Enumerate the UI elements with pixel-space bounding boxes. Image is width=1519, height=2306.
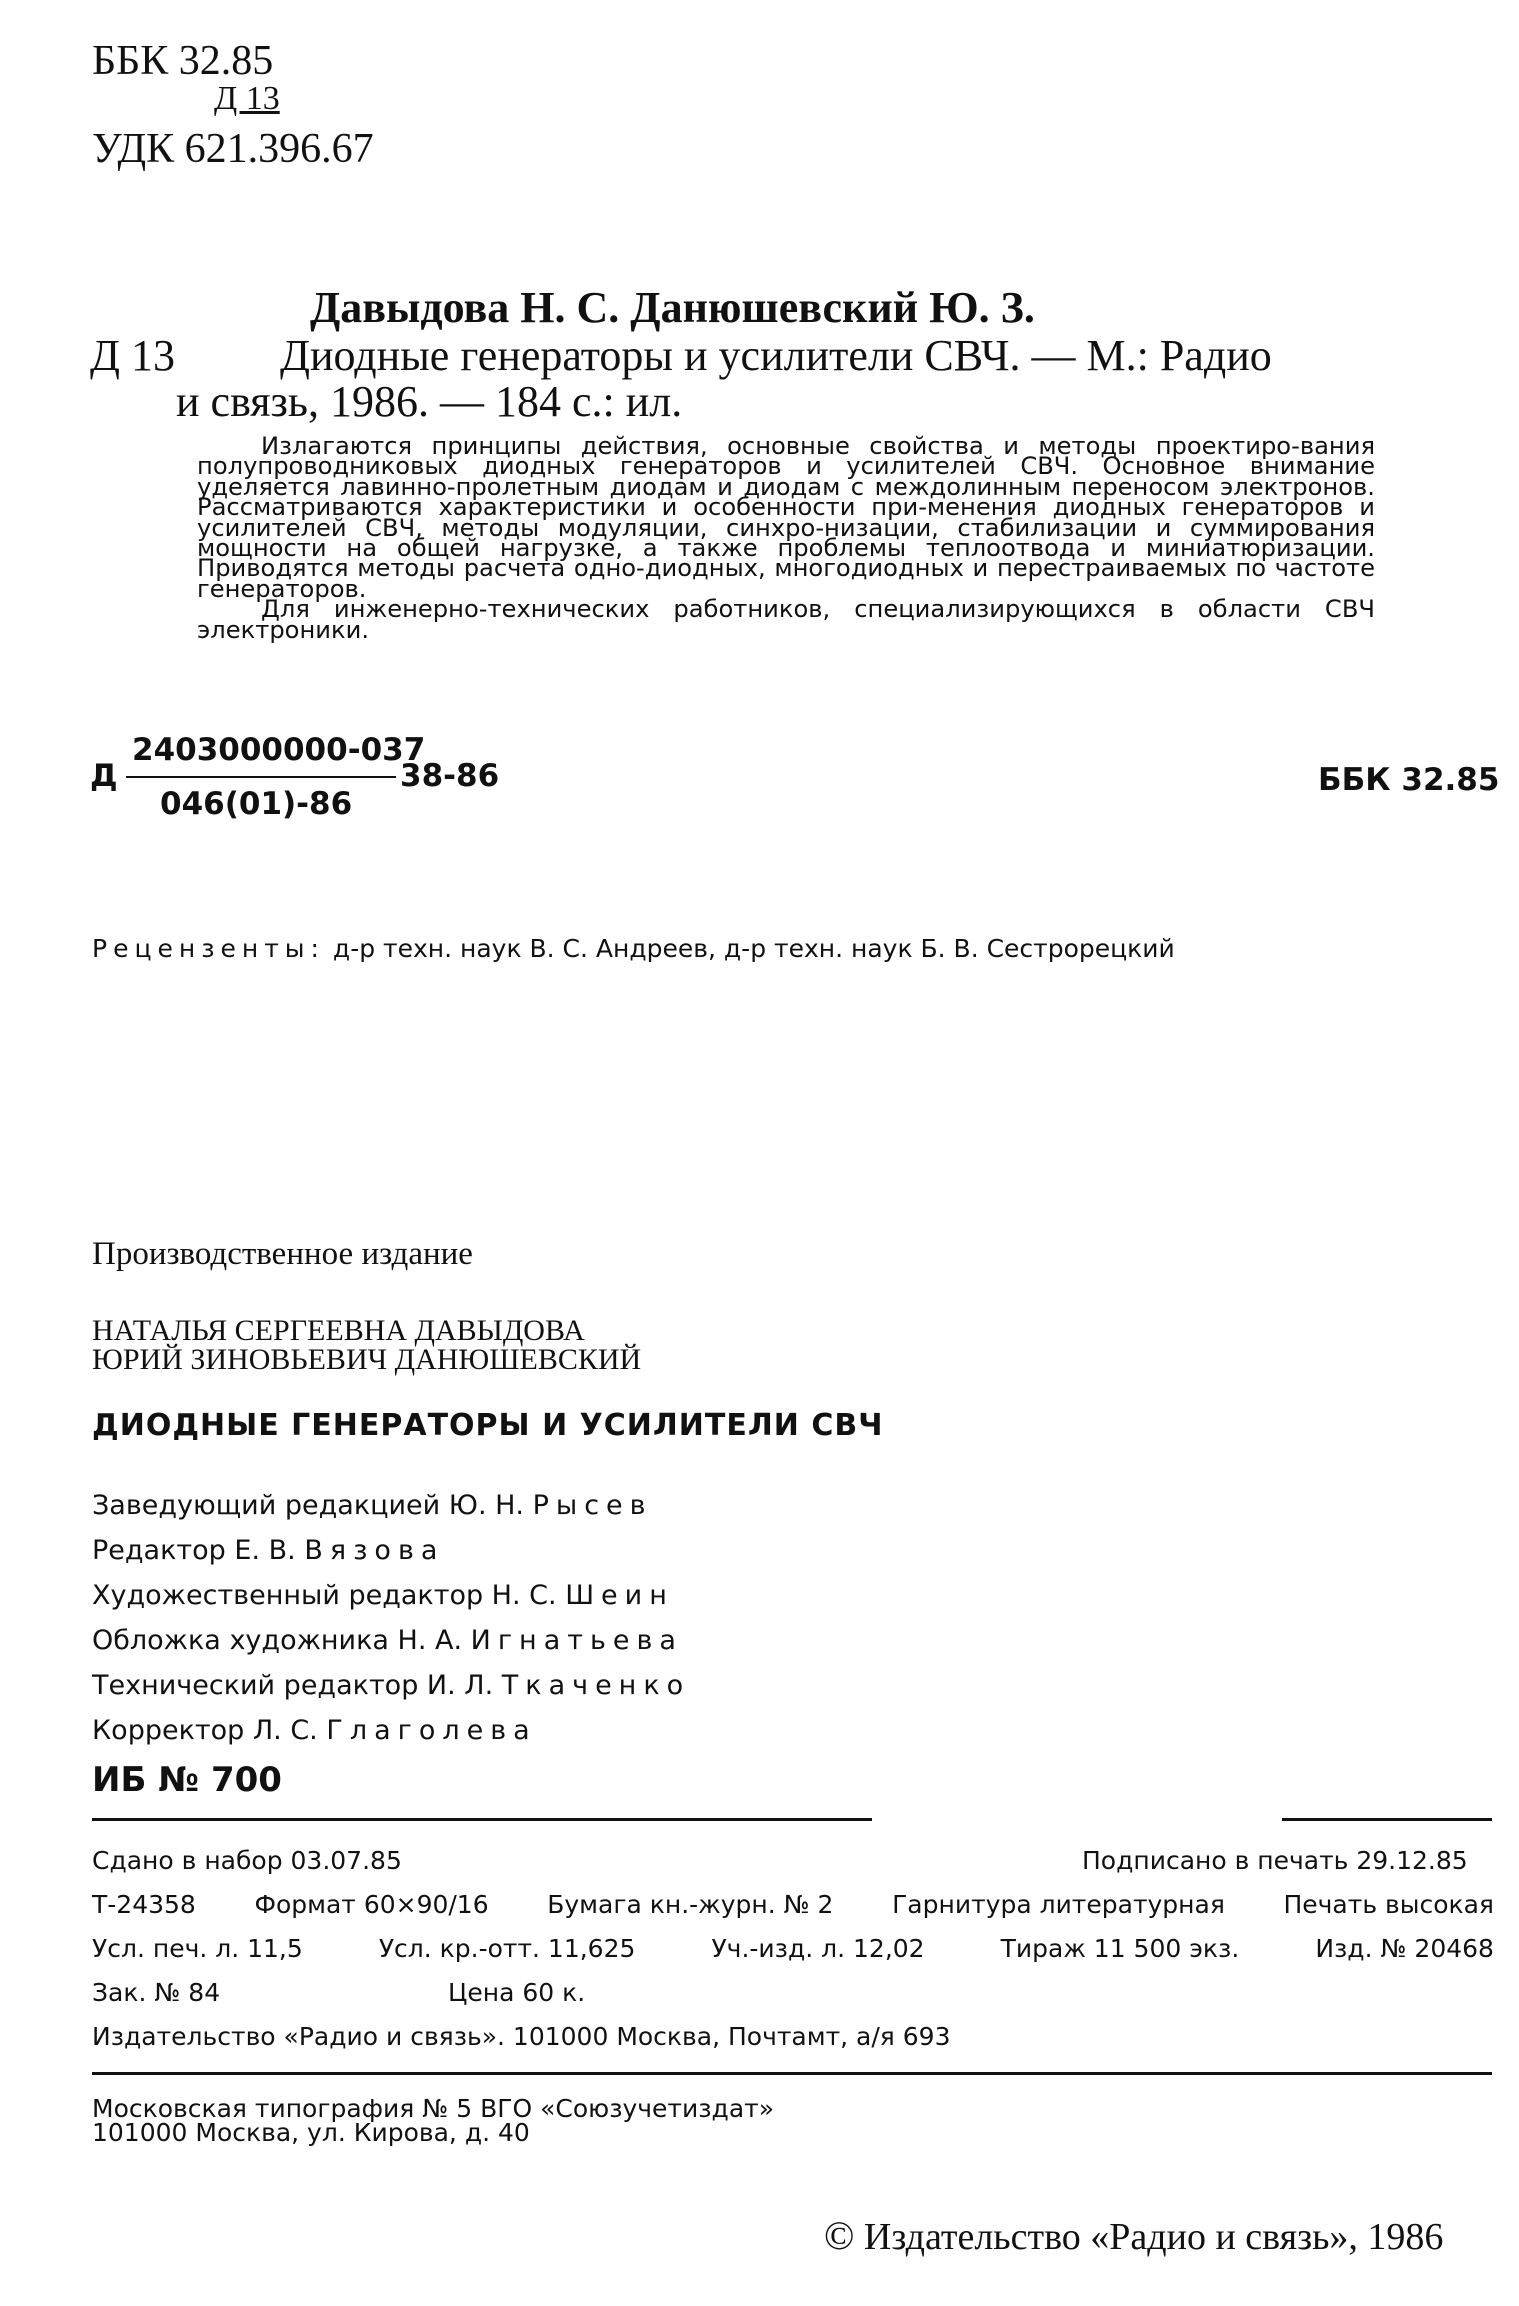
staff-line-4 — [92, 1625, 683, 1656]
imprint-top-rule — [92, 1818, 872, 1821]
staff-name: Шеин — [565, 1580, 674, 1611]
catalog-suffix: 38-86 — [400, 758, 500, 794]
imprint-row-3 — [92, 1934, 1494, 1963]
copyright-text: Издательство «Радио и связь», 1986 — [863, 2216, 1444, 2258]
imprint-order: Зак. № 84 — [92, 1978, 221, 2007]
copyright-icon: © — [824, 2213, 855, 2258]
imprint-signed: Подписано в печать 29.12.85 — [1082, 1846, 1468, 1875]
imprint-row-2 — [92, 1890, 1494, 1919]
imprint-submitted: Сдано в набор 03.07.85 — [92, 1846, 402, 1875]
ib-number: ИБ № 700 — [92, 1760, 282, 1800]
bbk-code: ББК 32.85 — [92, 38, 274, 84]
imprint-price: Цена 60 к. — [448, 1978, 586, 2007]
author-full-1: НАТАЛЬЯ СЕРГЕЕВНА ДАВЫДОВА — [92, 1314, 585, 1347]
staff-line-1 — [92, 1490, 653, 1521]
imprint-bottom-rule — [92, 2072, 1492, 2075]
catalog-fraction-line — [126, 776, 396, 778]
catalog-denominator: 046(01)-86 — [160, 786, 353, 822]
staff-line-3 — [92, 1580, 674, 1611]
staff-name: Рысев — [532, 1490, 653, 1521]
catalog-bbk: ББК 32.85 — [1318, 762, 1500, 798]
staff-name: Глаголева — [326, 1715, 537, 1746]
book-title: ДИОДНЫЕ ГЕНЕРАТОРЫ И УСИЛИТЕЛИ СВЧ — [92, 1408, 884, 1443]
staff-role: Художественный редактор Н. С. — [92, 1580, 557, 1611]
imprint-color-prints: Усл. кр.-отт. 11,625 — [378, 1934, 636, 1963]
authors-line: Давыдова Н. С. Данюшевский Ю. З. — [310, 283, 1035, 332]
imprint-pub-no: Изд. № 20468 — [1315, 1934, 1494, 1963]
staff-name: Вязова — [304, 1535, 445, 1566]
staff-role: Корректор Л. С. — [92, 1715, 318, 1746]
staff-line-5 — [92, 1670, 690, 1701]
staff-line-2 — [92, 1535, 444, 1566]
call-mark: Д 13 — [90, 331, 176, 380]
copyright — [824, 2212, 1443, 2259]
publication-line: и связь, 1986. — 184 с.: ил. — [176, 377, 683, 426]
abstract-audience: Для инженерно-технических работников, специализирующихся в области СВЧ электроники. — [197, 595, 1375, 644]
imprint-run: Тираж 11 500 экз. — [1000, 1934, 1240, 1963]
author-mark: Д 13 — [214, 80, 280, 117]
imprint-printing: Печать высокая — [1283, 1890, 1494, 1919]
staff-role: Заведующий редакцией Ю. Н. — [92, 1490, 524, 1521]
staff-name: Игнатьева — [470, 1625, 683, 1656]
reviewers — [92, 934, 1175, 963]
title-line: Диодные генераторы и усилители СВЧ. — М.: Радио — [280, 331, 1272, 380]
abstract — [197, 432, 1375, 644]
imprint-pub-sheets: Уч.-изд. л. 12,02 — [711, 1934, 925, 1963]
staff-role: Обложка художника Н. А. — [92, 1625, 463, 1656]
staff-role: Редактор Е. В. — [92, 1535, 296, 1566]
imprint-format: Формат 60×90/16 — [254, 1890, 489, 1919]
printer-line-1: Московская типография № 5 ВГО «Союзучетиздат» — [92, 2094, 774, 2123]
imprint-top-rule-right — [1282, 1818, 1492, 1821]
reviewers-text: д-р техн. наук В. С. Андреев, д-р техн. наук Б. В. Сестрорецкий — [332, 934, 1175, 963]
staff-name: Ткаченко — [501, 1670, 691, 1701]
imprint-typeface: Гарнитура литературная — [892, 1890, 1225, 1919]
edition-type: Производственное издание — [92, 1236, 473, 1272]
catalog-numerator: 2403000000-037 — [132, 732, 426, 768]
staff-role: Технический редактор И. Л. — [92, 1670, 494, 1701]
abstract-main: Излагаются принципы действия, основные свойства и методы проектиро-вания полупроводниковых диодных генераторов и усилителей СВЧ. Основное внимание уделяется лавинно-пролетным диодам и диодам с междолинным переносом электронов. Рассматриваются характеристики и особенности при-менения диодных генераторов и усилителей СВЧ, методы модуляции, синхро-низации, стабилизации и суммирования мощности на общей нагрузке, а также проблемы теплоотвода и миниатюризации. Приводятся методы расчета одно-диодных, многодиодных и перестраиваемых по частоте генераторов. — [197, 432, 1375, 603]
imprint-printed-sheets: Усл. печ. л. 11,5 — [92, 1934, 303, 1963]
printer-line-2: 101000 Москва, ул. Кирова, д. 40 — [92, 2118, 530, 2147]
reviewers-label: Рецензенты: — [92, 934, 325, 963]
udk-code: УДК 621.396.67 — [92, 126, 374, 172]
staff-line-6 — [92, 1715, 537, 1746]
imprint-publisher: Издательство «Радио и связь». 101000 Москва, Почтамт, а/я 693 — [92, 2022, 951, 2051]
imprint-paper: Бумага кн.-журн. № 2 — [547, 1890, 834, 1919]
author-full-2: ЮРИЙ ЗИНОВЬЕВИЧ ДАНЮШЕВСКИЙ — [92, 1343, 642, 1376]
catalog-letter: Д — [90, 758, 118, 794]
imprint-code: Т-24358 — [92, 1890, 196, 1919]
